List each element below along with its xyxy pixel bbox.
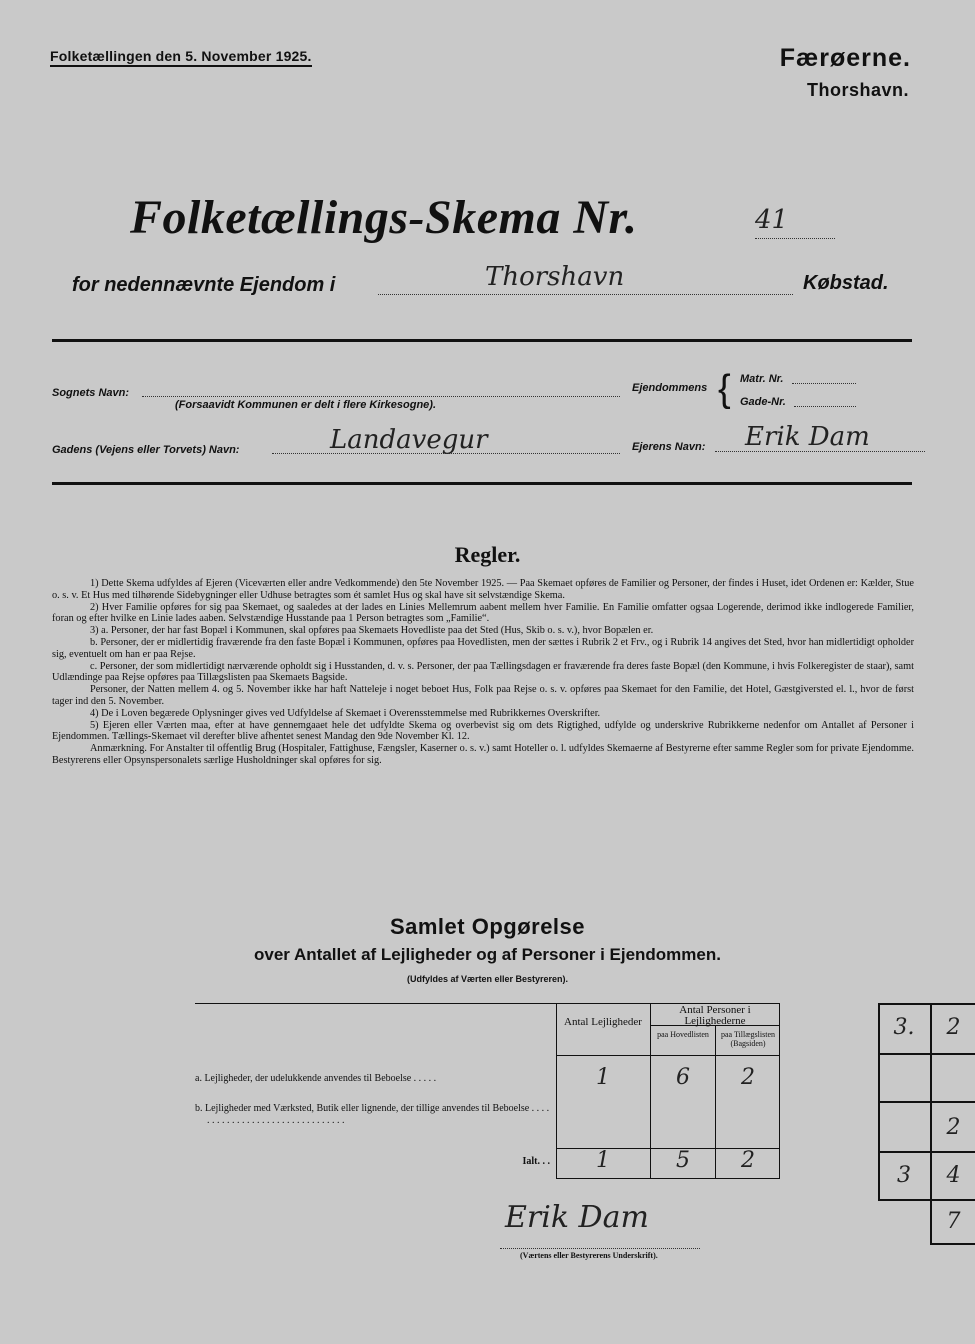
total-main[interactable]: 5 [676,1148,690,1173]
side-tally-table [878,1003,975,1244]
census-date: Folketællingen den 5. November 1925. [50,48,312,67]
property-line [378,294,793,295]
rule-paragraph: 1) Dette Skema udfyldes af Ejeren (Viceværten eller andre Vedkommende) den 5te November 1925. — Paa Skemaet opføres de Familier og Personer, der findes i Huset, idet Ordenen er: Kælder, Stue o. s. v. Et Hus med tilhørende Sidebygninger eller Udhuse betragtes som ét samlet Hus og skal have sit selvstændige Skema. [52,578,914,601]
rule-paragraph: 5) Ejeren eller Værten maa, efter at have gennemgaaet hele det udfyldte Skema og overbevist sig om dets Rigtighed, udfylde og underskrive Rubrikkerne nedenfor om Antallet af Personer i Ejendommen. Tællings-Skemaet vil derefter blive afhentet senest Mandag den 9de November Kl. 12. [52,719,914,743]
side-cell[interactable]: 2 [946,1115,961,1140]
rules-title: Regler. [454,542,521,567]
side-cell[interactable]: 4 [946,1163,961,1188]
owner-label: Ejerens Navn: [632,441,706,453]
side-line [878,1199,975,1201]
gade-field-line[interactable] [794,406,856,407]
row-a-apartments[interactable]: 1 [596,1065,610,1090]
table-col-line [779,1003,780,1179]
side-line [878,1003,975,1005]
row-a-main[interactable]: 6 [676,1065,690,1090]
total-supp[interactable]: 2 [741,1148,755,1173]
table-col-line [650,1003,651,1179]
street-field[interactable]: Landavegur [330,425,488,455]
street-label: Gadens (Vejens eller Torvets) Navn: [52,444,240,456]
matr-field-line[interactable] [792,383,856,384]
region-name: Færøerne. [779,44,911,72]
property-label: for nedennævnte Ejendom i [72,274,336,296]
form-number-line [755,238,835,239]
parish-label: Sognets Navn: [52,387,130,399]
side-cell[interactable]: 3. [893,1015,915,1040]
town-name: Thorshavn. [806,80,909,100]
matr-label: Matr. Nr. [740,373,784,385]
rule-paragraph: Anmærkning. For Anstalter til offentlig Brug (Hospitaler, Fattighuse, Fængsler, Kaserner o. s. v.) samt Hoteller o. l. udfyldes Skemaerne af Bestyrerne efter samme Regler som for private Ejendomme. Bestyrerens eller Opsynspersonalets særlige Husholdninger skal opføres for sig. [52,743,914,766]
rule-paragraph: 2) Hver Familie opføres for sig paa Skemaet, og saaledes at der lades en Linies Mellemrum aabent mellem hver Familie. En Familie omfatter ogsaa Logerende, derimod ikke indlogerede Familier, foran og efter hvilke en Linie lades aaben. Selvstændige Husstande paa 1 Person betragtes som „Familie“. [52,601,914,625]
divider-bottom [52,482,912,485]
side-line [878,1101,975,1103]
col-supp-header: paa Tillægslisten (Bagsiden) [720,1030,775,1048]
table-header-border [556,1055,780,1056]
property-town-field[interactable]: Thorshavn [485,262,625,292]
table-col-line [715,1025,716,1179]
rule-paragraph: Personer, der Natten mellem 4. og 5. November ikke har haft Natteleje i noget beboet Hus, Folk paa Rejse o. s. v. opføres paa Skemaet for den Familie, det Hotel, Gæstgiversted el. l., hvor de først tager ind den 5. November. [52,684,914,707]
estate-label: Ejendommens [632,382,708,394]
signature-line [500,1248,700,1249]
side-line [878,1151,975,1153]
total-apartments[interactable]: 1 [596,1148,610,1173]
rule-paragraph: c. Personer, der som midlertidigt nærværende opholdt sig i Husstanden, d. v. s. Personer, der paa Tællingsdagen er fraværende fra deres faste Bopæl (den Kommune, i hvis Folkeregister de staar), samt Udlændinge paa Rejse opføres paa Tillægslisten paa Skemaets Bagside. [52,660,914,684]
side-cell[interactable]: 3 [897,1163,911,1188]
row-a-supp[interactable]: 2 [741,1065,755,1090]
owner-field[interactable]: Erik Dam [745,422,870,452]
row-a-label: a. Lejligheder, der udelukkende anvendes til Beboelse . . . . . [195,1073,437,1084]
side-cell[interactable]: 7 [946,1209,961,1234]
rule-paragraph: 4) De i Loven begærede Oplysninger gives ved Udfyldelse af Skemaet i Overensstemmelse med Rubrikkernes Overskrifter. [90,707,601,719]
rules-body [52,578,914,767]
form-number[interactable]: 41 [755,205,789,235]
form-title: Folketællings-Skema Nr. [130,191,638,244]
table-col-line [556,1003,557,1179]
summary-note: (Udfyldes af Værten eller Bestyreren). [406,974,569,984]
total-label: Ialt. . . [522,1156,550,1167]
rule-paragraph: 3) a. Personer, der har fast Bopæl i Kommunen, skal opføres paa Skemaets Hovedliste paa det Sted (Hus, Skib o. s. v.), hvor Bopælen er. [90,625,654,637]
summary-title: Samlet Opgørelse [389,914,586,939]
row-b-label: b. Lejligheder med Værksted, Butik eller lignende, der tillige anvendes til Beboelse . . . . . . . . . . . . . . . . . . . . . . . . . . . . . . . . [195,1103,550,1126]
side-line [878,1053,975,1055]
divider-top [52,339,912,342]
parish-field-line[interactable] [142,396,620,397]
parish-note: (Forsaavidt Kommunen er delt i flere Kirkesogne). [175,399,437,411]
table-bottom-border [556,1178,780,1179]
col-persons-header: Antal Personer i Lejlighederne [679,1004,751,1027]
side-cell[interactable]: 2 [946,1015,961,1040]
brace-icon: { [718,368,731,410]
rule-paragraph: b. Personer, der er midlertidig fraværende fra den faste Bopæl i Kommunen, opføres paa Hovedlisten, men der sættes i Rubrik 2 et Frv., og i Rubrik 14 angives det Sted, hvor han midlertidigt opholder sig, eventuelt om han er paa Rejse. [52,636,914,660]
gade-label: Gade-Nr. [740,396,786,408]
side-line [930,1243,975,1245]
summary-subtitle: over Antallet af Lejligheder og af Personer i Ejendommen. [254,945,721,964]
col-main-header: paa Hovedlisten [657,1030,709,1039]
signature-caption: (Værtens eller Bestyrerens Underskrift). [520,1251,658,1260]
summary-table [195,1003,780,1179]
col-apartments-header: Antal Lejligheder [564,1016,642,1028]
kobstad-label: Købstad. [803,272,889,294]
host-signature[interactable]: Erik Dam [505,1200,649,1235]
